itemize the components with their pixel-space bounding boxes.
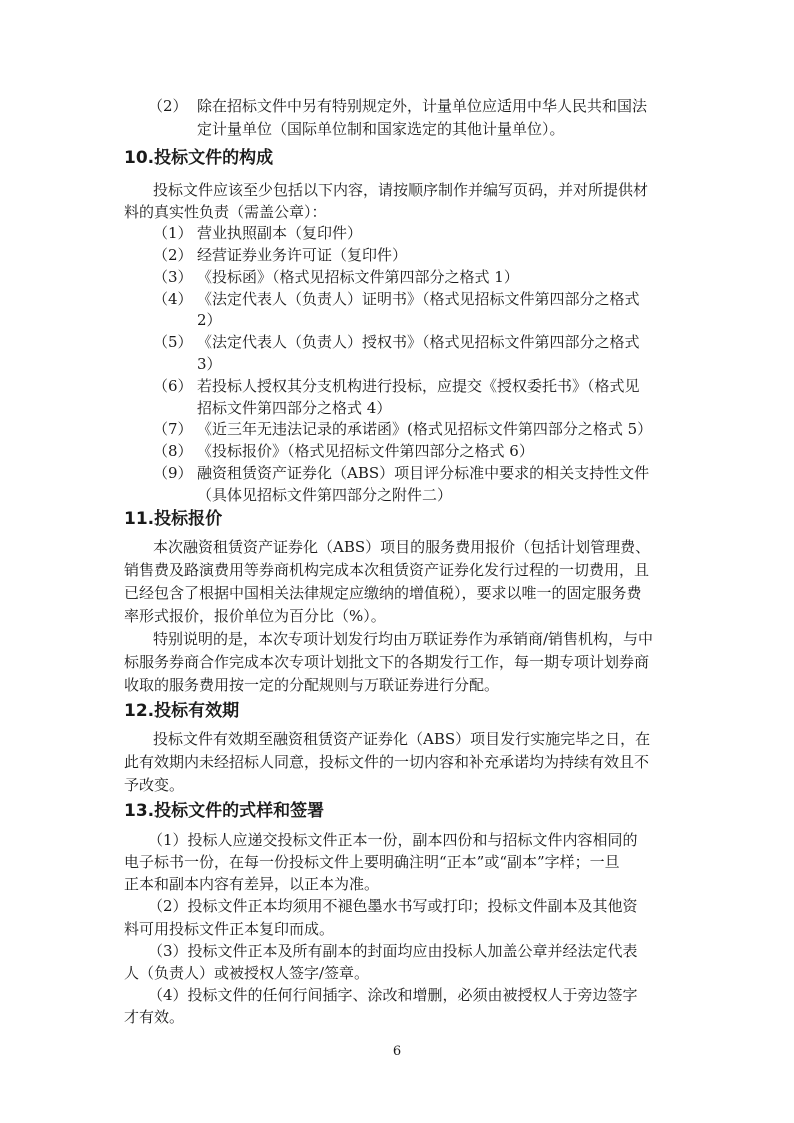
item-text-line: 若投标人授权其分支机构进行投标，应提交《授权委托书》（格式见 bbox=[197, 377, 640, 395]
paragraph-line: 料可用投标文件正本复印而成。 bbox=[124, 920, 335, 938]
item-text-line: 除在招标文件中另有特别规定外，计量单位应适用中华人民共和国法 bbox=[197, 97, 648, 115]
item-text-line: 招标文件第四部分之格式 4） bbox=[197, 399, 392, 417]
item-number: （9） bbox=[153, 464, 193, 482]
paragraph-line: 标服务券商合作完成本次专项计划批文下的各期发行工作，每一期专项计划券商 bbox=[124, 653, 650, 671]
paragraph-line: 料的真实性负责（需盖公章）： bbox=[124, 203, 327, 221]
item-number: （7） bbox=[153, 420, 193, 438]
item-number: （2） bbox=[153, 246, 193, 264]
paragraph-line: 投标文件有效期至融资租赁资产证券化（ABS）项目发行实施完毕之日，在 bbox=[153, 730, 651, 748]
item-number: （5） bbox=[153, 333, 193, 351]
item-text-line: 营业执照副本（复印件） bbox=[197, 224, 363, 242]
paragraph-line: （1）投标人应递交投标文件正本一份，副本四份和与招标文件内容相同的 bbox=[148, 831, 638, 849]
item-text-line: （具体见招标文件第四部分之附件二） bbox=[197, 486, 453, 504]
item-text-line: 《法定代表人（负责人）授权书》（格式见招标文件第四部分之格式 bbox=[197, 333, 640, 351]
item-number: （1） bbox=[153, 224, 193, 242]
item-text-line: 《法定代表人（负责人）证明书》（格式见招标文件第四部分之格式 bbox=[197, 290, 640, 308]
item-number: （3） bbox=[153, 268, 193, 286]
page-number: 6 bbox=[392, 1044, 402, 1059]
item-text-line: 《投标函》（格式见招标文件第四部分之格式 1） bbox=[197, 268, 519, 286]
item-text-line: 《近三年无违法记录的承诺函》(格式见招标文件第四部分之格式 5） bbox=[197, 420, 653, 438]
paragraph-line: 投标文件应该至少包括以下内容，请按顺序制作并编写页码，并对所提供材 bbox=[153, 181, 649, 199]
section-heading-10: 10.投标文件的构成 bbox=[124, 148, 274, 168]
paragraph-line: 此有效期内未经招标人同意，投标文件的一切内容和补充承诺均为持续有效且不 bbox=[124, 753, 650, 771]
item-number: （2） bbox=[148, 97, 188, 115]
section-heading-11: 11.投标报价 bbox=[124, 509, 223, 529]
item-number: （6） bbox=[153, 377, 193, 395]
section-heading-12: 12.投标有效期 bbox=[124, 701, 240, 721]
section-heading-13: 13.投标文件的式样和签署 bbox=[124, 801, 325, 821]
paragraph-line: 特别说明的是，本次专项计划发行均由万联证券作为承销商/销售机构，与中 bbox=[153, 630, 654, 648]
paragraph-line: 销售费及路演费用等券商机构完成本次租赁资产证券化发行过程的一切费用，且 bbox=[124, 561, 650, 579]
item-text-line: 融资租赁资产证券化（ABS）项目评分标准中要求的相关支持性文件 bbox=[197, 464, 650, 482]
paragraph-line: 收取的服务费用按一定的分配规则与万联证券进行分配。 bbox=[124, 676, 500, 694]
paragraph-line: 本次融资租赁资产证券化（ABS）项目的服务费用报价（包括计划管理费、 bbox=[153, 538, 651, 556]
item-text-line: 《投标报价》（格式见招标文件第四部分之格式 6） bbox=[197, 442, 534, 460]
paragraph-line: 电子标书一份，在每一份投标文件上要明确注明“正本”或“副本”字样；一旦 bbox=[124, 853, 620, 871]
item-number: （4） bbox=[153, 290, 193, 308]
paragraph-line: （2）投标文件正本均须用不褪色墨水书写或打印；投标文件副本及其他资 bbox=[148, 897, 638, 915]
item-text-line: 2） bbox=[197, 311, 222, 329]
item-text-line: 3） bbox=[197, 355, 222, 373]
item-text-line: 经营证券业务许可证（复印件） bbox=[197, 246, 408, 264]
paragraph-line: 率形式报价，报价单位为百分比（%）。 bbox=[124, 607, 386, 625]
item-text-line: 定计量单位（国际单位制和国家选定的其他计量单位）。 bbox=[197, 120, 565, 138]
paragraph-line: 已经包含了根据中国相关法律规定应缴纳的增值税），要求以唯一的固定服务费 bbox=[124, 584, 642, 602]
paragraph-line: 人（负责人）或被授权人签字/签章。 bbox=[124, 964, 370, 982]
paragraph-line: 予改变。 bbox=[124, 776, 185, 794]
paragraph-line: 正本和副本内容有差异，以正本为准。 bbox=[124, 875, 380, 893]
item-number: （8） bbox=[153, 442, 193, 460]
paragraph-line: （4）投标文件的任何行间插字、涂改和增删，必须由被授权人于旁边签字 bbox=[148, 986, 638, 1004]
paragraph-line: 才有效。 bbox=[124, 1008, 185, 1026]
paragraph-line: （3）投标文件正本及所有副本的封面均应由投标人加盖公章并经法定代表 bbox=[148, 942, 638, 960]
